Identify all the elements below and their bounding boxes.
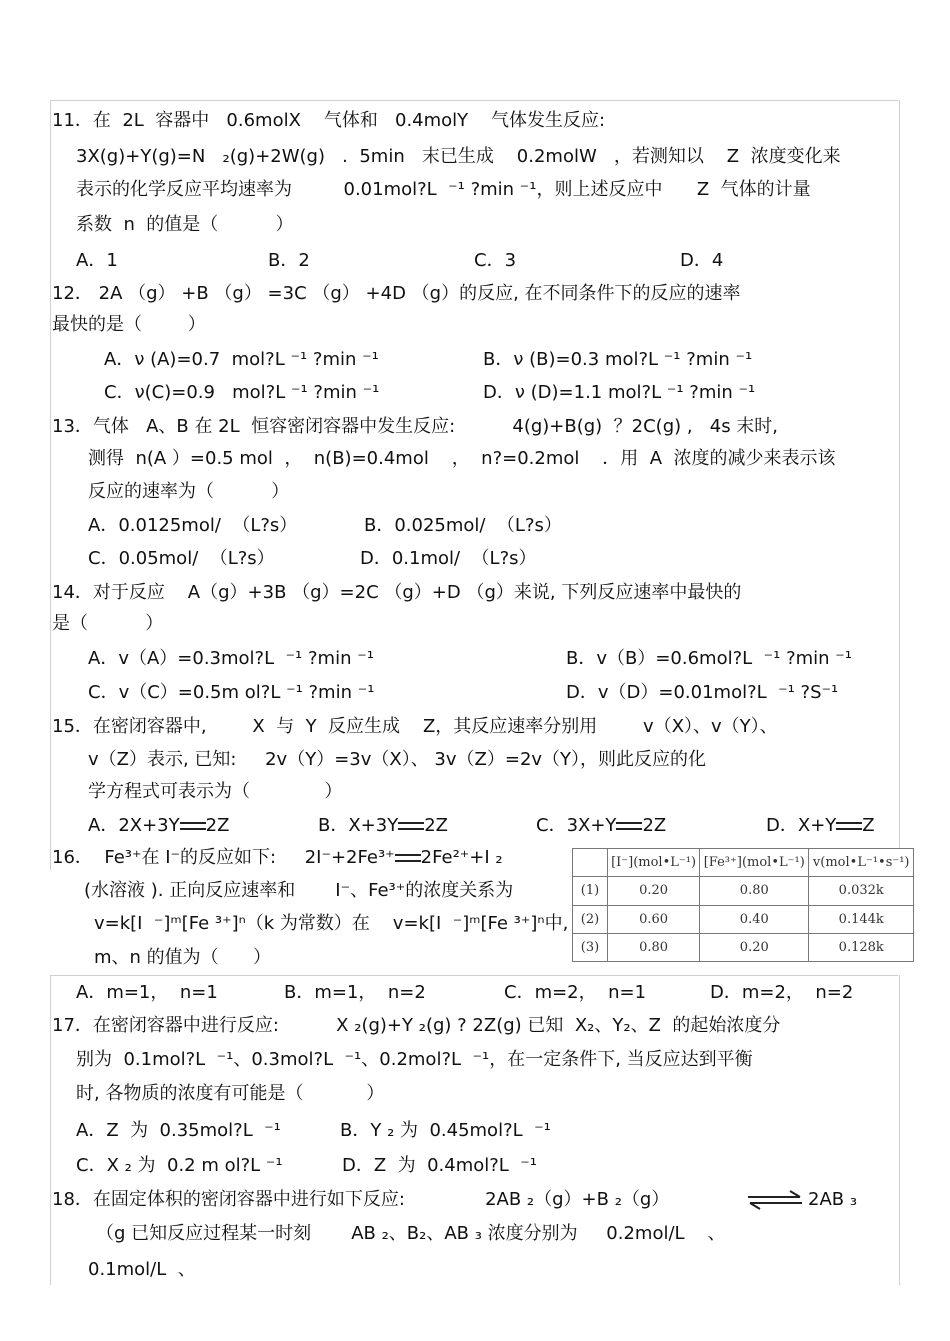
q16-line1	[52, 846, 503, 870]
table-row	[573, 877, 914, 905]
q17-option-b[interactable]: B．Y ₂ 为 0.45mol?L ⁻¹	[340, 1120, 551, 1141]
q11-line2: 3X(g)+Y(g)=N ₂(g)+2W(g) . 5min 末已生成 0.2molW ，若测知以 Z 浓度变化来	[76, 146, 841, 167]
table-row	[573, 933, 914, 961]
q13-option-b[interactable]: B．0.025mol/ （L?s）	[364, 515, 562, 536]
q13-option-c[interactable]: C．0.05mol/ （L?s）	[88, 548, 275, 569]
table-cell: 0.128k	[809, 933, 914, 961]
q12-option-d[interactable]: D．ν (D)=1.1 mol?L ⁻¹ ?min ⁻¹	[483, 382, 756, 403]
q14-option-c[interactable]: C．v（C）=0.5m ol?L ⁻¹ ?min ⁻¹	[88, 682, 375, 703]
q15-line3: 学方程式可表示为（ ）	[88, 781, 343, 802]
table-cell: 0.80	[608, 933, 700, 961]
equals-sign-icon	[395, 849, 421, 867]
q15-option-a[interactable]	[88, 814, 229, 838]
q15-d-left: D．X+Y	[766, 815, 837, 836]
q16-line1-right: 2Fe²⁺+I ₂	[420, 847, 503, 868]
q17-line1: 17．在密闭容器中进行反应: X ₂(g)+Y ₂(g) ? 2Z(g) 已知 X₂、Y₂、Z 的起始浓度分	[52, 1015, 781, 1036]
q17-option-c[interactable]: C．X ₂ 为 0.2 m ol?L ⁻¹	[76, 1155, 283, 1176]
q11-option-d[interactable]: D．4	[680, 250, 724, 271]
q12-option-c[interactable]: C．ν(C)=0.9 mol?L ⁻¹ ?min ⁻¹	[104, 382, 380, 403]
q12-option-a[interactable]: A．ν (A)=0.7 mol?L ⁻¹ ?min ⁻¹	[104, 349, 379, 370]
q11-option-c[interactable]: C．3	[474, 250, 517, 271]
q18-line3: 0.1mol/L 、	[88, 1259, 196, 1280]
table-cell: 0.20	[700, 933, 809, 961]
q17-line2: 别为 0.1mol?L ⁻¹、0.3mol?L ⁻¹、0.2mol?L ⁻¹，在一定条件下, 当反应达到平衡	[76, 1049, 753, 1070]
q13-line2: 测得 n(A ）=0.5 mol ， n(B)=0.4mol ， n?=0.2mol ．用 A 浓度的减少来表示该	[88, 448, 836, 469]
q13-line3: 反应的速率为（ ）	[88, 481, 290, 502]
q16-line2: (水溶液 ). 正向反应速率和 I⁻、Fe³⁺的浓度关系为	[84, 880, 514, 901]
q16-line3: v=k[I ⁻]ᵐ[Fe ³⁺]ⁿ（k 为常数）在 v=k[I ⁻]ᵐ[Fe ³⁺]ⁿ中,	[94, 913, 569, 934]
equals-sign-icon	[836, 817, 862, 835]
q16-line1-left: 16． Fe³⁺在 I⁻的反应如下: 2I⁻+2Fe³⁺	[52, 847, 395, 868]
table-cell: 0.80	[700, 877, 809, 905]
q13-option-a[interactable]: A．0.0125mol/ （L?s）	[88, 515, 298, 536]
q14-line2: 是（ ）	[52, 613, 164, 634]
q14-option-d[interactable]: D．v（D）=0.01mol?L ⁻¹ ?S⁻¹	[566, 682, 839, 703]
q16-option-b[interactable]: B．m=1， n=2	[284, 982, 426, 1003]
q12-option-b[interactable]: B．ν (B)=0.3 mol?L ⁻¹ ?min ⁻¹	[483, 349, 753, 370]
q15-line2: v（Z）表示, 已知: 2v（Y）=3v（X）、 3v（Z）=2v（Y），则此反应的化	[88, 749, 707, 770]
q13-line1: 13．气体 A、B 在 2L 恒容密闭容器中发生反应: 4(g)+B(g) ？2C(g) , 4s 末时,	[52, 416, 779, 437]
q16-option-d[interactable]: D．m=2， n=2	[710, 982, 854, 1003]
q16-line4: m、n 的值为（ ）	[94, 947, 271, 968]
q11-option-a[interactable]: A．1	[76, 250, 118, 271]
q14-option-b[interactable]: B．v（B）=0.6mol?L ⁻¹ ?min ⁻¹	[566, 648, 853, 669]
table-cell: (1)	[573, 877, 608, 905]
page-border-top-line	[50, 100, 898, 101]
q12-line2: 最快的是（ ）	[52, 314, 206, 335]
q14-line1: 14．对于反应 A（g）+3B （g）=2C （g）+D （g）来说, 下列反应速率中最快的	[52, 582, 742, 603]
equals-sign-icon	[616, 817, 642, 835]
table-header-iron: [Fe³⁺](mol•L⁻¹)	[700, 849, 809, 877]
table-header-index	[573, 849, 608, 877]
q15-option-b[interactable]	[318, 814, 448, 838]
q15-c-right: 2Z	[642, 815, 667, 836]
q11-line3: 表示的化学反应平均速率为 0.01mol?L ⁻¹ ?min ⁻¹，则上述反应中 Z 气体的计量	[76, 179, 811, 200]
q15-line1: 15．在密闭容器中, X 与 Y 反应生成 Z，其反应速率分别用 v（X）、v（Y）、	[52, 716, 778, 737]
q13-option-d[interactable]: D．0.1mol/ （L?s）	[360, 548, 537, 569]
q12-line1: 12． 2A （g） +B （g） =3C （g） +4D （g）的反应, 在不同条件下的反应的速率	[52, 283, 741, 304]
q18-line1-right: 2AB ₃	[808, 1189, 858, 1210]
q11-line1: 11．在 2L 容器中 0.6molX 气体和 0.4molY 气体发生反应:	[52, 110, 606, 131]
q17-line3: 时, 各物质的浓度有可能是（ ）	[76, 1083, 385, 1104]
equals-sign-icon	[398, 817, 424, 835]
table-cell: 0.40	[700, 905, 809, 933]
q15-a-left: A．2X+3Y	[88, 815, 180, 836]
table-row	[573, 905, 914, 933]
table-header-row	[573, 849, 914, 877]
q15-d-right: Z	[862, 815, 875, 836]
table-cell: 0.032k	[809, 877, 914, 905]
table-header-iodide: [I⁻](mol•L⁻¹)	[608, 849, 700, 877]
equals-sign-icon	[180, 817, 206, 835]
q14-option-a[interactable]: A．v（A）=0.3mol?L ⁻¹ ?min ⁻¹	[88, 648, 374, 669]
q17-option-d[interactable]: D．Z 为 0.4mol?L ⁻¹	[342, 1155, 537, 1176]
table-cell: (3)	[573, 933, 608, 961]
q11-option-b[interactable]: B．2	[268, 250, 310, 271]
q15-b-left: B．X+3Y	[318, 815, 399, 836]
q16-option-a[interactable]: A．m=1， n=1	[76, 982, 218, 1003]
q15-c-left: C．3X+Y	[536, 815, 617, 836]
table-cell: 0.60	[608, 905, 700, 933]
q15-option-d[interactable]	[766, 814, 875, 838]
q18-line2: （g 已知反应过程某一时刻 AB ₂、B₂、AB ₃ 浓度分别为 0.2mol/L 、	[96, 1223, 726, 1244]
table-cell: (2)	[573, 905, 608, 933]
q16-rate-table	[572, 848, 914, 962]
table-cell: 0.144k	[809, 905, 914, 933]
q15-b-right: 2Z	[424, 815, 449, 836]
q15-a-right: 2Z	[205, 815, 230, 836]
q16-option-c[interactable]: C．m=2， n=1	[504, 982, 647, 1003]
section-divider	[50, 975, 898, 976]
q15-option-c[interactable]	[536, 814, 666, 838]
q17-option-a[interactable]: A．Z 为 0.35mol?L ⁻¹	[76, 1120, 281, 1141]
equilibrium-arrows-icon	[746, 1188, 804, 1212]
q11-line4: 系数 n 的值是（ ）	[76, 214, 294, 235]
table-header-rate: v(mol•L⁻¹•s⁻¹)	[809, 849, 914, 877]
q18-line1-left: 18．在固定体积的密闭容器中进行如下反应: 2AB ₂（g）+B ₂（g）	[52, 1189, 670, 1210]
table-cell: 0.20	[608, 877, 700, 905]
